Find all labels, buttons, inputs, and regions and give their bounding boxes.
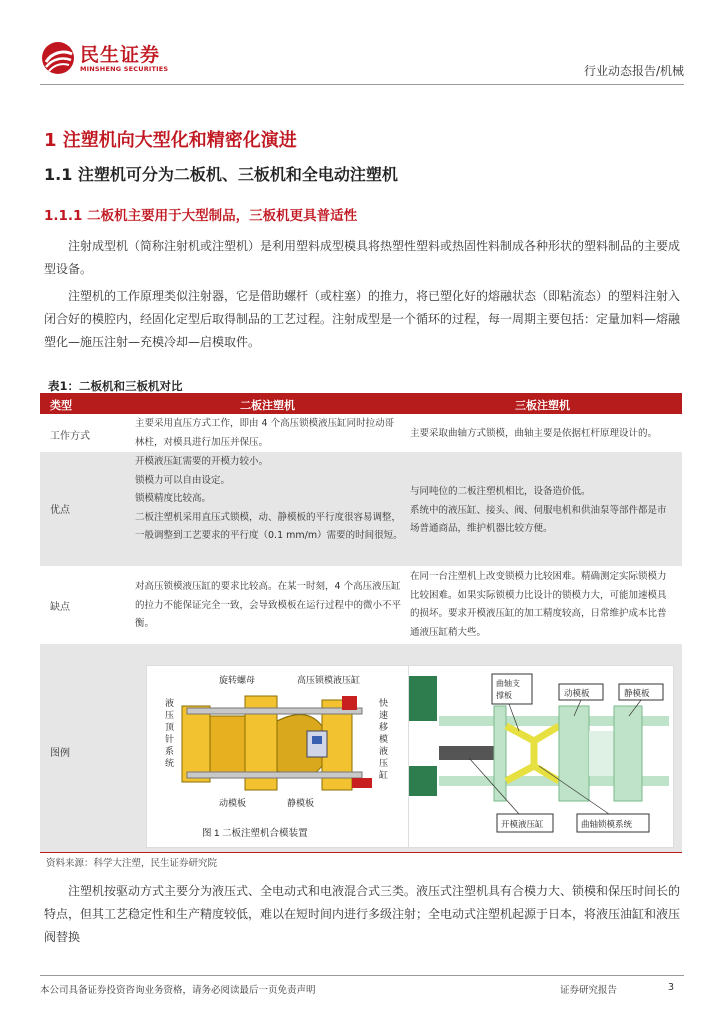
svg-text:快: 快 (379, 698, 389, 708)
svg-text:系: 系 (165, 746, 175, 756)
two-plate-cell: 对高压锁模液压缸的要求比较高。在某一时刻，4 个高压液压缸的拉力不能保证完全一致，会导致模板在运行过程中的微小不平衡。 (135, 581, 402, 629)
svg-text:曲轴支: 曲轴支 (496, 679, 520, 688)
header-divider (40, 84, 684, 85)
label-fixed-platen: 静模板 (287, 798, 315, 808)
three-plate-figure (408, 665, 674, 848)
three-plate-diagram (409, 666, 673, 847)
label-crank-system: 曲轴锁模系统 (581, 819, 633, 829)
svg-text:针: 针 (165, 734, 175, 744)
svg-text:液: 液 (379, 746, 389, 756)
row-label: 工作方式 (50, 431, 90, 442)
header-three-plate: 三板注塑机 (515, 399, 570, 412)
footer-divider (40, 975, 684, 976)
svg-text:速: 速 (379, 710, 389, 720)
minsheng-logo-icon (40, 40, 76, 76)
label-moving-platen-r: 动模板 (564, 688, 590, 698)
label-moving-platen: 动模板 (219, 798, 247, 808)
svg-text:压: 压 (165, 710, 175, 720)
table-source: 资料来源：科学大注塑，民生证券研究院 (46, 858, 218, 869)
footer-report-type: 证券研究报告 (560, 985, 618, 996)
header-two-plate: 二板注塑机 (240, 399, 295, 412)
three-plate-cell: 与同吨位的二板注塑机相比，设备造价低。 系统中的液压缸、接头、阀、伺服电机和供油泵等部件都是市场普通商品，维护机器比较方便。 (410, 486, 667, 534)
three-plate-cell: 在同一台注塑机上改变锁模力比较困难。精确测定实际锁模力比较困难。如果实际锁模力比设计的锁模力大，可能加速模具的损坏。要求开模液压缸的加工精度较高，日常维护成本比普通液压缸稍大些。 (410, 571, 667, 638)
label-crank-support: 曲轴支撑板 (609, 838, 614, 839)
two-plate-figure (146, 665, 411, 848)
row-label: 缺点 (50, 602, 70, 613)
page-header (40, 38, 684, 84)
logo-text-en: MINSHENG SECURITIES (80, 65, 169, 73)
logo-text-cn: 民生证券 (80, 44, 161, 66)
two-plate-cell: 开模液压缸需要的开模力较小。 锁模力可以自由设定。 锁模精度比较高。 二板注塑机采用直压式锁模，动、静模板的平行度很容易调整，一般调整到工艺要求的平行度（0.1 mm/m）需要的时间很短。 (135, 456, 403, 541)
two-plate-cell: 主要采用直压方式工作，即由 4 个高压锁模液压缸同时拉动哥林柱，对模具进行加压并保压。 (135, 418, 395, 448)
source-divider (40, 852, 682, 853)
page-number: 3 (668, 982, 675, 993)
section-heading-2: 1.1 注塑机可分为二板机、三板机和全电动注塑机 (44, 165, 398, 184)
paragraph-definition: 注射成型机（简称注射机或注塑机）是利用塑料成型模具将热塑性塑料或热固性料制成各种形状的塑料制品的主要成型设备。 (44, 239, 681, 276)
label-ejector-vertical: 液 (165, 698, 175, 708)
svg-text:缸: 缸 (379, 770, 389, 780)
svg-text:顶: 顶 (165, 722, 175, 732)
comparison-table (40, 393, 682, 853)
row-label: 图例 (50, 748, 70, 759)
table-row (40, 414, 682, 452)
label-fixed-platen-r: 静模板 (624, 688, 650, 698)
three-plate-cell: 主要采取曲轴方式锁模，曲轴主要是依据杠杆原理设计的。 (410, 428, 658, 439)
row-label: 优点 (50, 505, 70, 516)
table-title: 表1：二板机和三板机对比 (48, 379, 183, 393)
svg-text:压: 压 (379, 758, 389, 768)
header-type: 类型 (50, 399, 72, 412)
report-category: 行业动态报告/机械 (583, 64, 684, 78)
paragraph-principle: 注塑机的工作原理类似注射器，它是借助螺杆（或柱塞）的推力，将已塑化好的熔融状态（即粘流态）的塑料注射入闭合好的模腔内，经固化定型后取得制品的工艺过程。注射成型是一个循环的过程，每一周期主要包括：定量加料—熔融塑化—施压注射—充模冷却—启模取件。 (44, 289, 681, 349)
table-row (40, 452, 682, 566)
section-heading-3: 1.1.1 二板机主要用于大型制品，三板机更具普适性 (44, 208, 358, 224)
figure-left-caption: 图 1 二板注塑机合模装置 (202, 828, 308, 839)
svg-text:模: 模 (379, 734, 389, 744)
table-row (40, 566, 682, 644)
footer-disclaimer: 本公司具备证券投资咨询业务资格，请务必阅读最后一页免责声明 (40, 985, 316, 996)
table-header-row (40, 393, 682, 414)
label-open-cylinder: 开模液压缸 (501, 819, 544, 829)
label-hp-cylinder: 高压锁模液压缸 (297, 675, 361, 685)
label-screw-nut: 旋转螺母 (219, 675, 256, 685)
two-plate-diagram (147, 666, 410, 847)
svg-text:统: 统 (165, 758, 175, 768)
svg-text:移: 移 (379, 722, 389, 732)
svg-text:撑板: 撑板 (496, 691, 512, 700)
paragraph-drive-types: 注塑机按驱动方式主要分为液压式、全电动式和电液混合式三类。液压式注塑机具有合模力大、锁模和保压时间长的特点，但其工艺稳定性和生产精度较低，难以在短时间内进行多级注射；全电动式注塑机起源于日本，将液压油缸和液压阀替换 (44, 884, 681, 944)
section-heading-1: 1 注塑机向大型化和精密化演进 (44, 130, 297, 151)
